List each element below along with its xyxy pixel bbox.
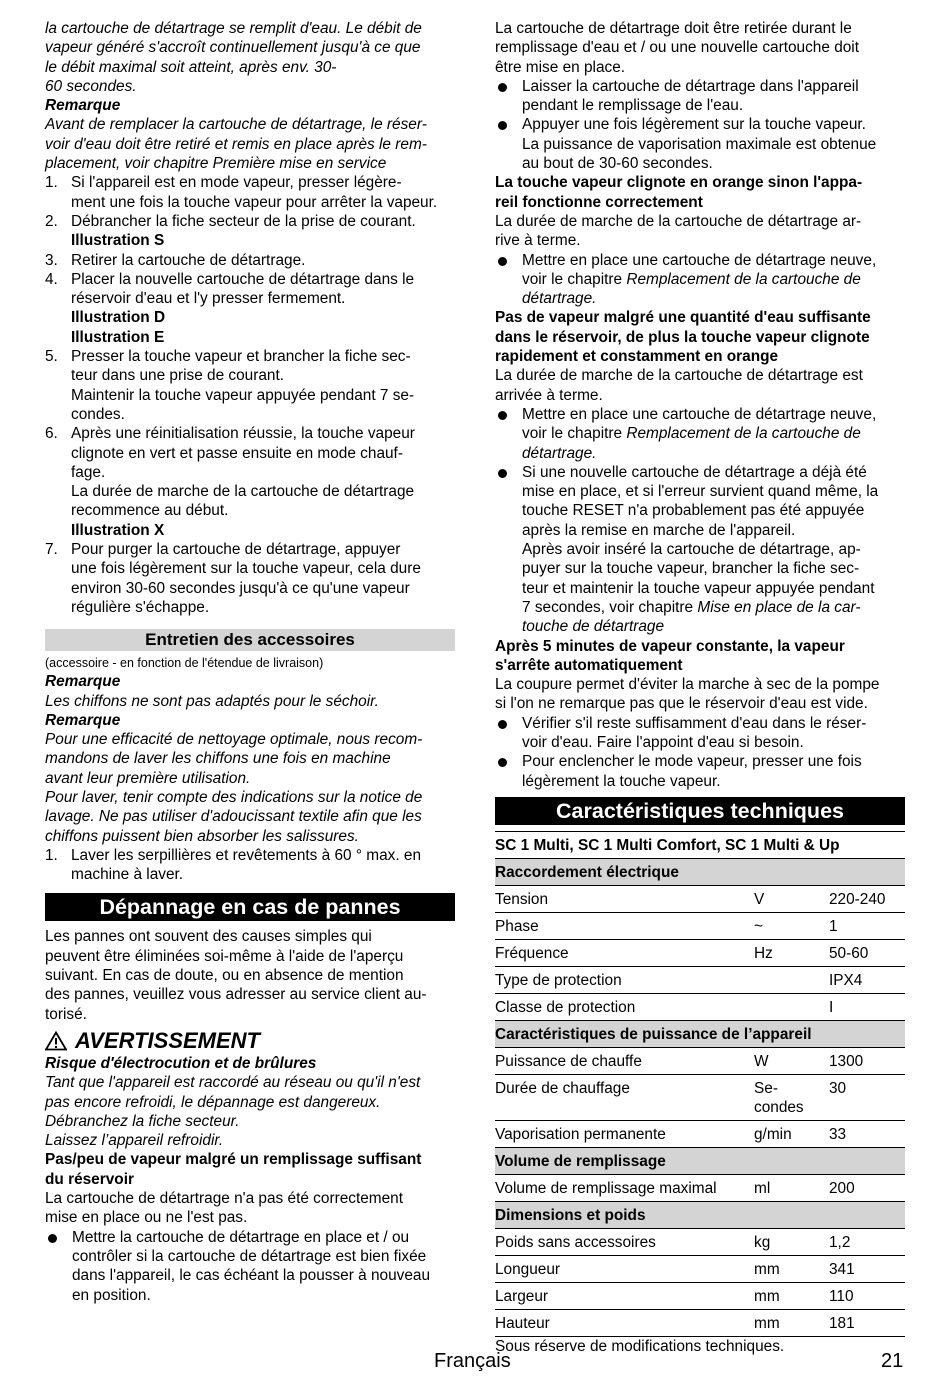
remedy-item: Pour enclencher le mode vapeur, presser une fois légèrement la touche vapeur.	[495, 752, 905, 791]
specs-row	[495, 1120, 905, 1147]
remedy-item: Mettre la cartouche de détartrage en place et / ou contrôler si la cartouche de détartrage est bien fixée dans l'appareil, le cas échéant la pousser à nouveau en position.	[45, 1228, 455, 1305]
specs-table	[495, 831, 905, 1337]
bullet-icon	[498, 758, 507, 767]
spec-label: Largeur	[495, 1282, 754, 1309]
spec-value: 1,2	[829, 1228, 905, 1255]
troubleshooting-intro: Les pannes ont souvent des causes simples qui peuvent être éliminées soi-même à l'aide de l'aperçu suivant. En cas de doute, ou en absence de mention des pannes, veuillez vous adresser au service client au- torisé.	[45, 928, 427, 1023]
step-5: 5. Presser la touche vapeur et brancher la fiche sec- teur dans une prise de courant. Maintenir la touche vapeur appuyée pendant 7 se- condes.	[45, 348, 415, 423]
spec-value: 200	[829, 1174, 905, 1201]
step-1: 1. Si l'appareil est en mode vapeur, presser légère- ment une fois la touche vapeur pour arrêter la vapeur.	[45, 174, 438, 211]
bullet-icon	[498, 83, 507, 92]
problem-title: Pas de vapeur malgré une quantité d'eau suffisante dans le réservoir, de plus la touche vapeur clignote rapidement et constamment en orange	[495, 309, 871, 366]
specs-group-row	[495, 1147, 905, 1174]
bullet-icon	[498, 121, 507, 130]
step-2: 2. Débrancher la fiche secteur de la prise de courant. Illustration S	[45, 212, 416, 250]
warning-triangle-icon	[45, 1031, 67, 1051]
step-4: 4. Placer la nouvelle cartouche de détartrage dans le réservoir d'eau et l'y presser fermement. Illustration D Illustration E	[45, 270, 415, 346]
remark-text: Avant de remplacer la cartouche de détartrage, le réser- voir d'eau doit être retiré et remis en place après le rem- placement, voir chapitre Première mise en service	[45, 116, 427, 173]
warning-text: Tant que l'appareil est raccordé au réseau ou qu'il n'est pas encore refroidi, le dépannage est dangereux. Débranchez la fiche secteur. Laissez l’appareil refroidir.	[45, 1074, 421, 1150]
intro-text: La cartouche de détartrage doit être retirée durant le remplissage d'eau et / ou une nouvelle cartouche doit être mise en place.	[495, 20, 860, 76]
warning-heading: AVERTISSEMENT	[45, 1028, 455, 1054]
spec-label: Fréquence	[495, 939, 754, 966]
specs-heading: Caractéristiques techniques	[495, 797, 905, 825]
spec-label: Volume de remplissage maximal	[495, 1174, 754, 1201]
specs-model: SC 1 Multi, SC 1 Multi Comfort, SC 1 Multi & Up	[495, 831, 905, 858]
spec-value: 1	[829, 912, 905, 939]
spec-value: 50-60	[829, 939, 905, 966]
remedy-item: Vérifier s'il reste suffisamment d'eau dans le réser- voir d'eau. Faire l'appoint d'eau si besoin.	[495, 714, 905, 753]
spec-unit: ~	[754, 912, 829, 939]
specs-row	[495, 1074, 905, 1120]
specs-row	[495, 1174, 905, 1201]
specs-row	[495, 1309, 905, 1336]
spec-label: Durée de chauffage	[495, 1074, 754, 1120]
spec-value: 1300	[829, 1047, 905, 1074]
specs-row	[495, 1228, 905, 1255]
specs-row	[495, 912, 905, 939]
spec-label: Vaporisation permanente	[495, 1120, 754, 1147]
problem-title: La touche vapeur clignote en orange sinon l'appa- reil fonctionne correctement	[495, 174, 863, 211]
bullet-icon	[498, 469, 507, 478]
remark-title: Remarque	[45, 711, 121, 729]
spec-label: Hauteur	[495, 1309, 754, 1336]
spec-value: 181	[829, 1309, 905, 1336]
spec-unit	[754, 993, 829, 1020]
spec-unit: mm	[754, 1255, 829, 1282]
spec-label: Longueur	[495, 1255, 754, 1282]
spec-unit	[754, 966, 829, 993]
spec-unit: mm	[754, 1309, 829, 1336]
spec-label: Type de protection	[495, 966, 754, 993]
spec-value: 341	[829, 1255, 905, 1282]
specs-row	[495, 1255, 905, 1282]
specs-footnote: Sous réserve de modifications techniques.	[495, 1337, 785, 1355]
accessories-heading: Entretien des accessoires	[45, 629, 455, 651]
accessories-note: (accessoire - en fonction de l'étendue de livraison)	[45, 656, 324, 671]
remedy-item: Mettre en place une cartouche de détartrage neuve, voir le chapitre Remplacement de la cartouche de détartrage.	[495, 405, 905, 463]
remedy-item: Si une nouvelle cartouche de détartrage a déjà été mise en place, et si l'erreur survient quand même, la touche RESET n'a probablement pas été appuyée après la remise en marche de l'appareil. Après avoir inséré la cartouche de détartrage, ap- puyer sur la touche vapeur, brancher la fiche sec- teur et maintenir la touche vapeur appuyée pendant 7 secondes, voir chapitre Mise en place de la car- touche de détartrage	[495, 463, 905, 637]
specs-group-row	[495, 1020, 905, 1047]
specs-group-row	[495, 1201, 905, 1228]
spec-value: I	[829, 993, 905, 1020]
remedy-item: Laisser la cartouche de détartrage dans l'appareil pendant le remplissage de l'eau.	[495, 77, 905, 116]
problem-title: Après 5 minutes de vapeur constante, la vapeur s'arrête automatiquement	[495, 637, 845, 674]
right-column	[495, 19, 905, 1356]
specs-model-row	[495, 831, 905, 858]
left-column	[45, 19, 455, 1305]
spec-unit: W	[754, 1047, 829, 1074]
spec-value: 33	[829, 1120, 905, 1147]
bullet-icon	[498, 257, 507, 266]
warning-subtitle: Risque d'électrocution et de brûlures	[45, 1054, 317, 1072]
spec-unit: Se- condes	[754, 1074, 829, 1120]
remark-text: Les chiffons ne sont pas adaptés pour le séchoir.	[45, 692, 379, 710]
spec-label: Phase	[495, 912, 754, 939]
specs-row	[495, 1282, 905, 1309]
remark-title: Remarque	[45, 97, 121, 115]
spec-unit: V	[754, 885, 829, 912]
bullet-icon	[498, 411, 507, 420]
spec-label: Classe de protection	[495, 993, 754, 1020]
step-6: 6. Après une réinitialisation réussie, la touche vapeur clignote en vert et passe ensuite en mode chauf- fage. La durée de marche de la cartouche de détartrage recommence au début. Illustration X	[45, 425, 415, 539]
accessory-step-1: 1. Laver les serpillières et revêtements à 60 ° max. en machine à laver.	[45, 846, 422, 884]
spec-label: Tension	[495, 885, 754, 912]
troubleshooting-heading: Dépannage en cas de pannes	[45, 893, 455, 921]
problem-cause: La durée de marche de la cartouche de détartrage est arrivée à terme.	[495, 367, 863, 404]
remedy-item: Appuyer une fois légèrement sur la touche vapeur. La puissance de vaporisation maximale est obtenue au bout de 30-60 secondes.	[495, 115, 905, 173]
remedy-item: Mettre en place une cartouche de détartrage neuve, voir le chapitre Remplacement de la cartouche de détartrage.	[495, 251, 905, 309]
spec-unit: ml	[754, 1174, 829, 1201]
intro-text: la cartouche de détartrage se remplit d'eau. Le débit de vapeur généré s'accroît continuellement jusqu'à ce que le débit maximal soit atteint, après env. 30- 60 secondes.	[45, 20, 422, 95]
spec-value: 30	[829, 1074, 905, 1120]
specs-group-title: Caractéristiques de puissance de l’appareil	[495, 1020, 905, 1047]
specs-row	[495, 1047, 905, 1074]
problem-cause: La durée de marche de la cartouche de détartrage ar- rive à terme.	[495, 212, 862, 250]
page-number: 21	[881, 1350, 904, 1372]
spec-unit: kg	[754, 1228, 829, 1255]
remark-text: Pour une efficacité de nettoyage optimale, nous recom- mandons de laver les chiffons une fois en machine avant leur première utilisation. Pour laver, tenir compte des indications sur la notice de lavage. Ne pas utiliser d'adoucissant textile afin que les chiffons puissent bien absorber les salissures.	[45, 731, 423, 845]
problem-cause: La coupure permet d'éviter la marche à sec de la pompe si l'on ne remarque pas que le réservoir d'eau est vide.	[495, 676, 880, 713]
specs-group-title: Raccordement électrique	[495, 858, 905, 885]
spec-label: Puissance de chauffe	[495, 1047, 754, 1074]
problem-title: Pas/peu de vapeur malgré un remplissage suffisant du réservoir	[45, 1151, 422, 1188]
spec-label: Poids sans accessoires	[495, 1228, 754, 1255]
step-7: 7. Pour purger la cartouche de détartrage, appuyer une fois légèrement sur la touche vapeur, cela dure environ 30-60 secondes jusqu'à ce qu'une vapeur régulière s'échappe.	[45, 541, 421, 616]
bullet-icon	[498, 720, 507, 729]
spec-value: 220-240	[829, 885, 905, 912]
spec-unit: Hz	[754, 939, 829, 966]
specs-group-row	[495, 858, 905, 885]
problem-cause: La cartouche de détartrage n'a pas été correctement mise en place ou ne l'est pas.	[45, 1190, 403, 1227]
spec-unit: mm	[754, 1282, 829, 1309]
spec-value: IPX4	[829, 966, 905, 993]
specs-row	[495, 993, 905, 1020]
specs-row	[495, 885, 905, 912]
step-3: 3. Retirer la cartouche de détartrage.	[45, 251, 306, 269]
remark-title: Remarque	[45, 673, 121, 691]
specs-group-title: Dimensions et poids	[495, 1201, 905, 1228]
spec-unit: g/min	[754, 1120, 829, 1147]
specs-row	[495, 939, 905, 966]
spec-value: 110	[829, 1282, 905, 1309]
specs-row	[495, 966, 905, 993]
footer-language: Français	[434, 1350, 511, 1372]
bullet-icon	[48, 1234, 57, 1243]
specs-group-title: Volume de remplissage	[495, 1147, 905, 1174]
